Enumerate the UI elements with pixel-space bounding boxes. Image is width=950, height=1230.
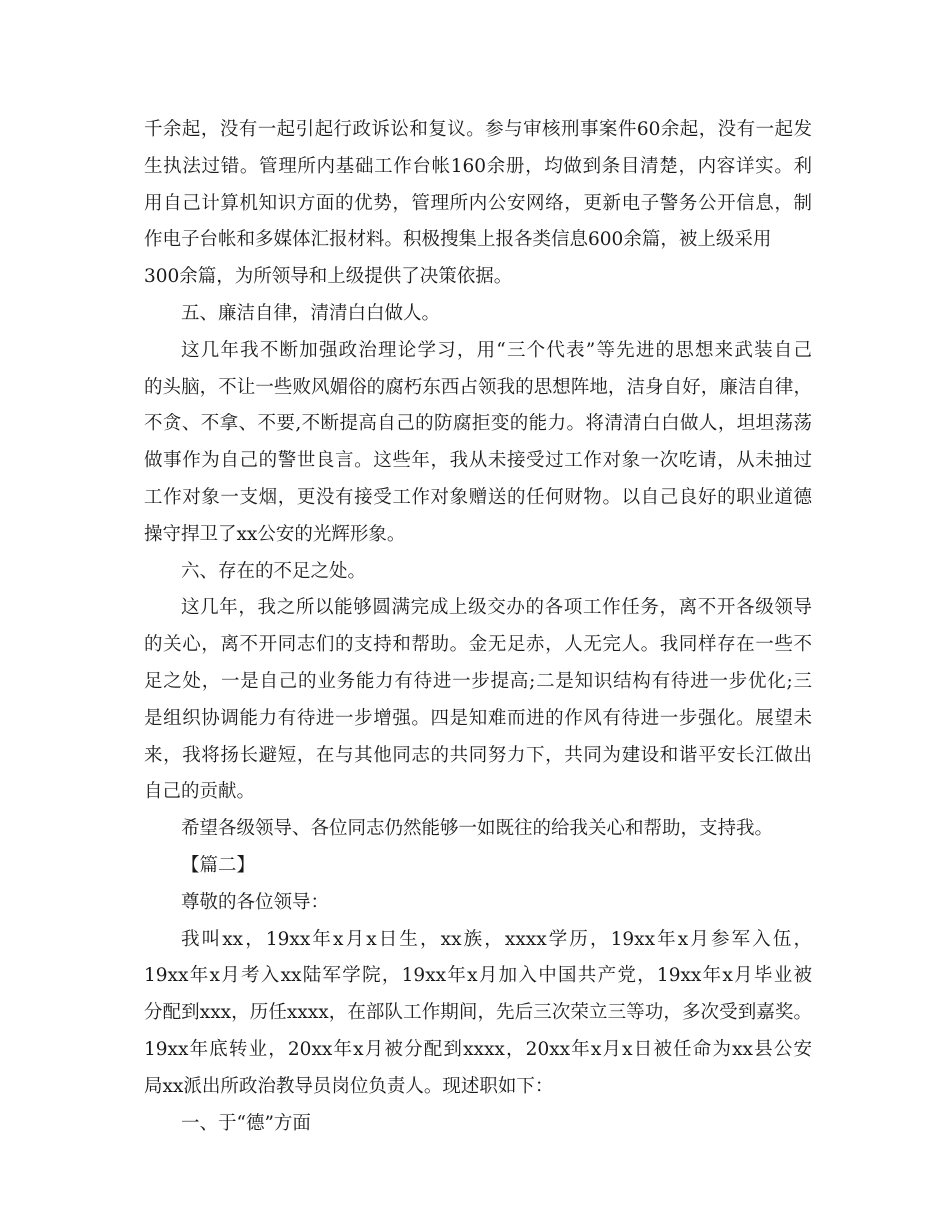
paragraph-line: 是组织协调能力有待进一步增强。四是知难而进的作风有待进一步强化。展望未	[144, 707, 812, 729]
document-body	[144, 112, 812, 1142]
paragraph-line: 做事作为自己的警世良言。这些年，我从未接受过工作对象一次吃请，从未抽过	[144, 450, 812, 472]
paragraph-line: 不贪、不拿、不要,不断提高自己的防腐拒变的能力。将清清白白做人，坦坦荡荡	[144, 413, 812, 435]
paragraph-line: 千余起，没有一起引起行政诉讼和复议。参与审核刑事案件60余起，没有一起发	[144, 119, 812, 140]
paragraph-line: 足之处，一是自己的业务能力有待进一步提高;二是知识结构有待进一步优化;三	[144, 670, 812, 692]
section-heading-line: 五、廉洁自律，清清白白做人。	[181, 302, 441, 324]
paragraph-line: 19xx年底转业，20xx年x月被分配到xxxx，20xx年x月x日被任命为xx县公安	[144, 1038, 812, 1060]
section-heading-line: 六、存在的不足之处。	[181, 560, 367, 582]
paragraph-line: 工作对象一支烟，更没有接受工作对象赠送的任何财物。以自己良好的职业道德	[144, 486, 812, 508]
paragraph-line: 300余篇，为所领导和上级提供了决策依据。	[144, 266, 513, 288]
paragraph-line: 分配到xxx，历任xxxx，在部队工作期间，先后三次荣立三等功，多次受到嘉奖。	[144, 1002, 812, 1024]
paragraph-line: 自己的贡献。	[144, 781, 256, 803]
paragraph-line: 这几年我不断加强政治理论学习，用“三个代表”等先进的思想来武装自己	[181, 339, 812, 361]
paragraph-line: 操守捍卫了xx公安的光辉形象。	[144, 523, 406, 545]
section-heading-line: 一、于“德”方面	[181, 1112, 311, 1134]
section-heading-line: 希望各级领导、各位同志仍然能够一如既往的给我关心和帮助，支持我。	[181, 818, 774, 840]
paragraph-line: 作电子台帐和多媒体汇报材料。积极搜集上报各类信息600余篇，被上级采用	[144, 229, 772, 251]
paragraph-line: 生执法过错。管理所内基础工作台帐160余册，均做到条目清楚，内容详实。利	[144, 155, 812, 177]
paragraph-line: 19xx年x月考入xx陆军学院，19xx年x月加入中国共产党，19xx年x月毕业被	[144, 965, 812, 987]
section-heading-line: 尊敬的各位领导：	[181, 891, 330, 913]
paragraph-line: 来，我将扬长避短，在与其他同志的共同努力下，共同为建设和谐平安长江做出	[144, 744, 812, 766]
paragraph-line: 这几年，我之所以能够圆满完成上级交办的各项工作任务，离不开各级领导	[181, 597, 812, 619]
paragraph-line: 局xx派出所政治教导员岗位负责人。现述职如下：	[144, 1075, 554, 1097]
paragraph-line: 我叫xx，19xx年x月x日生，xx族，xxxx学历，19xx年x月参军入伍，	[181, 928, 812, 950]
paragraph-line: 的关心，离不开同志们的支持和帮助。金无足赤，人无完人。我同样存在一些不	[144, 634, 812, 656]
paragraph-line: 用自己计算机知识方面的优势，管理所内公安网络，更新电子警务公开信息，制	[144, 192, 812, 214]
section-heading-line: 【篇二】	[181, 854, 256, 876]
paragraph-line: 的头脑，不让一些败风媚俗的腐朽东西占领我的思想阵地，洁身自好，廉洁自律，	[144, 376, 812, 398]
